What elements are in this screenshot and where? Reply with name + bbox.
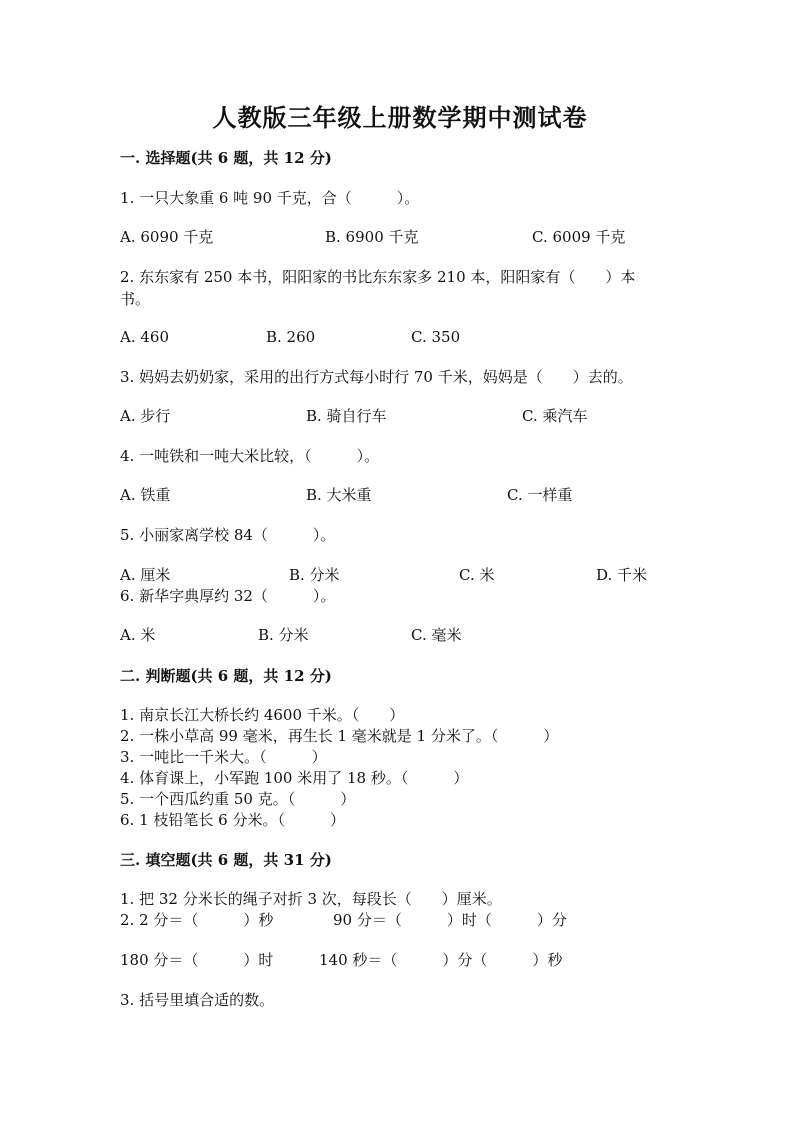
option: C. 一样重	[507, 486, 573, 504]
fill-question-2b: 90 分＝（ ）时（ ）分	[333, 911, 567, 929]
question-2-line2: 书。	[120, 290, 151, 308]
judge-item: 5. 一个西瓜约重 50 克。（ ）	[120, 790, 356, 808]
question-4: 4. 一吨铁和一吨大米比较，（ ）。	[120, 447, 380, 465]
question-5: 5. 小丽家离学校 84（ ）。	[120, 526, 336, 544]
option: C. 350	[411, 328, 461, 346]
option: A. 铁重	[120, 486, 171, 504]
option: B. 分米	[258, 626, 309, 644]
fill-question-2a: 2. 2 分＝（ ）秒	[120, 911, 274, 929]
fill-question-1: 1. 把 32 分米长的绳子对折 3 次，每段长（ ）厘米。	[120, 890, 502, 908]
option: C. 米	[459, 566, 495, 584]
judge-item: 3. 一吨比一千米大。（ ）	[120, 748, 327, 766]
fill-question-3: 3. 括号里填合适的数。	[120, 991, 275, 1009]
option: A. 米	[120, 626, 156, 644]
option: A. 步行	[120, 407, 171, 425]
option: B. 骑自行车	[306, 407, 387, 425]
section-heading-fill: 三. 填空题(共 6 题，共 31 分)	[120, 851, 332, 869]
option: B. 大米重	[306, 486, 372, 504]
option: B. 260	[266, 328, 316, 346]
question-2-line1: 2. 东东家有 250 本书，阳阳家的书比东东家多 210 本，阳阳家有（ ）本	[120, 268, 636, 286]
judge-item: 1. 南京长江大桥长约 4600 千米。（ ）	[120, 706, 405, 724]
question-3: 3. 妈妈去奶奶家，采用的出行方式每小时行 70 千米，妈妈是（ ）去的。	[120, 368, 633, 386]
page-title: 人教版三年级上册数学期中测试卷	[212, 103, 588, 132]
fill-question-2c: 180 分＝（ ）时	[120, 951, 274, 969]
judge-item: 2. 一株小草高 99 毫米，再生长 1 毫米就是 1 分米了。（ ）	[120, 727, 559, 745]
option: B. 6900 千克	[325, 228, 419, 246]
option: D. 千米	[596, 566, 648, 584]
question-1: 1. 一只大象重 6 吨 90 千克，合（ ）。	[120, 189, 420, 207]
option: C. 乘汽车	[522, 407, 588, 425]
option: C. 毫米	[411, 626, 462, 644]
question-6: 6. 新华字典厚约 32（ ）。	[120, 587, 336, 605]
section-heading-judge: 二. 判断题(共 6 题，共 12 分)	[120, 667, 332, 685]
option: A. 厘米	[120, 566, 171, 584]
judge-item: 6. 1 枝铅笔长 6 分米。（ ）	[120, 811, 345, 829]
section-heading-choice: 一. 选择题(共 6 题，共 12 分)	[120, 149, 332, 167]
option: A. 6090 千克	[120, 228, 214, 246]
fill-question-2d: 140 秒＝（ ）分（ ）秒	[319, 951, 563, 969]
option: C. 6009 千克	[532, 228, 626, 246]
option: A. 460	[120, 328, 169, 346]
judge-item: 4. 体育课上，小军跑 100 米用了 18 秒。（ ）	[120, 769, 469, 787]
option: B. 分米	[289, 566, 340, 584]
